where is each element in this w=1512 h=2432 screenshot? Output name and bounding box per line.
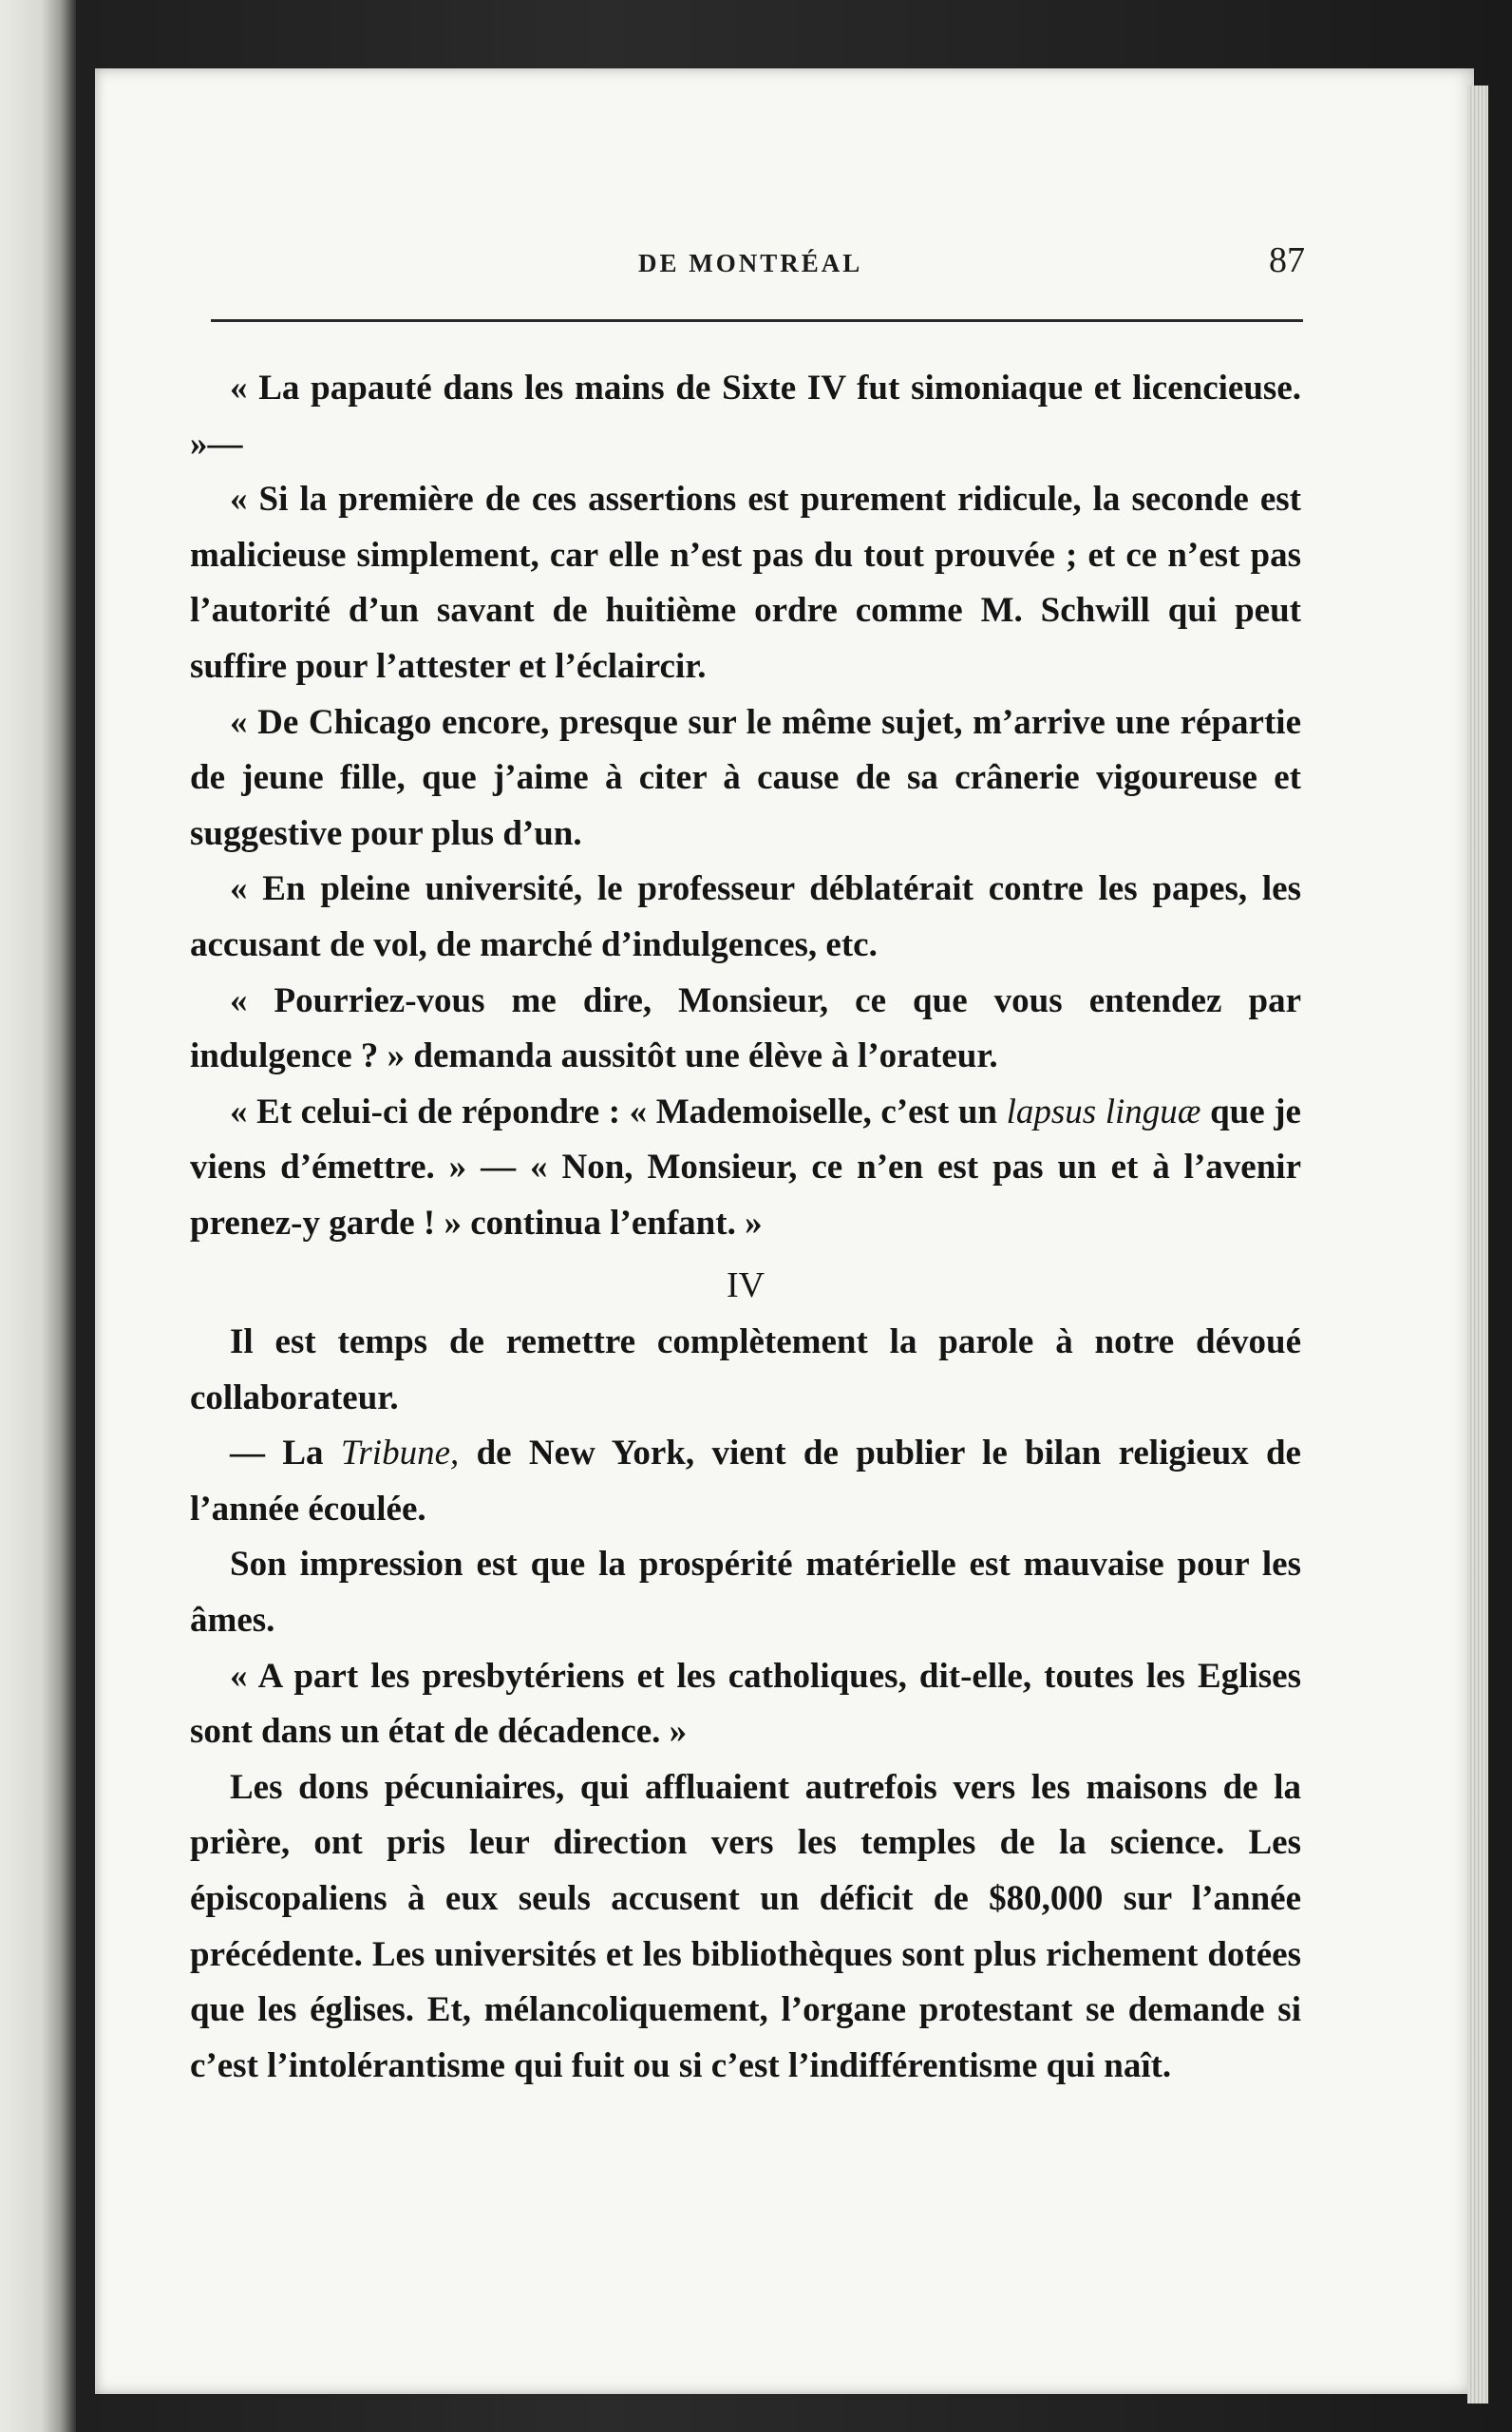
- paragraph: [190, 1426, 1301, 1537]
- running-head: DE MONTRÉAL: [638, 249, 863, 277]
- paragraph: [190, 1085, 1301, 1252]
- body-text: [190, 361, 1301, 2094]
- paragraph: Son impression est que la prospérité matérielle est mauvaise pour les âmes.: [190, 1545, 1301, 1641]
- paragraph: « Si la première de ces assertions est purement ridicule, la seconde est malicieuse simplement, car elle n’est pas du tout prouvée ; et ce n’est pas l’autorité d’un savant de huitième ordre comme M. Schwill qui peut suffire pour l’attester et l’éclaircir.: [190, 480, 1301, 686]
- paragraph: « En pleine université, le professeur déblatérait contre les papes, les accusant de vol, de marché d’indulgences, etc.: [190, 869, 1301, 964]
- left-page-edge: [0, 0, 76, 2432]
- paragraph: « A part les presbytériens et les catholiques, dit-elle, toutes les Eglises sont dans un état de décadence. »: [190, 1656, 1301, 1752]
- paragraph-text: de New York, vient de publier le bilan religieux de l’année écoulée.: [190, 1434, 1301, 1529]
- paragraph-text: que je viens d’émettre. » — « Non, Monsieur, ce n’en est pas un et à l’avenir prenez-y garde ! » continua l’enfant. »: [190, 1092, 1301, 1243]
- header-rule: [211, 319, 1303, 322]
- paragraph: Les dons pécuniaires, qui affluaient autrefois vers les maisons de la prière, ont pris leur direction vers les temples de la science. Les épiscopaliens à eux seuls accusent un déficit de $80,000 sur l’année précédente. Les universités et les bibliothèques sont plus richement dotées que les églises. Et, mélancoliquement, l’organe protestant se demande si c’est l’intolérantisme qui fuit ou si c’est l’indifférentisme qui naît.: [190, 1767, 1301, 2085]
- paragraph-text: — La: [230, 1434, 341, 1473]
- paragraph-text: « Et celui-ci de répondre : « Mademoiselle, c’est un: [230, 1092, 1007, 1131]
- paragraph: « La papauté dans les mains de Sixte IV fut simoniaque et licencieuse. »—: [190, 369, 1301, 464]
- italic-title: Tribune,: [340, 1434, 460, 1473]
- paragraph: « De Chicago encore, presque sur le même sujet, m’arrive une répartie de jeune fille, que j’aime à citer à cause de sa crânerie vigoureuse et suggestive pour plus d’un.: [190, 702, 1301, 853]
- right-page-edge: [1467, 86, 1488, 2404]
- paragraph: « Pourriez-vous me dire, Monsieur, ce que vous entendez par indulgence ? » demanda aussitôt une élève à l’orateur.: [190, 980, 1301, 1076]
- italic-phrase: lapsus linguæ: [1006, 1092, 1201, 1131]
- page-number: 87: [1269, 240, 1305, 280]
- paragraph: Il est temps de remettre complètement la parole à notre dévoué collaborateur.: [190, 1322, 1301, 1417]
- section-number: IV: [726, 1264, 765, 1305]
